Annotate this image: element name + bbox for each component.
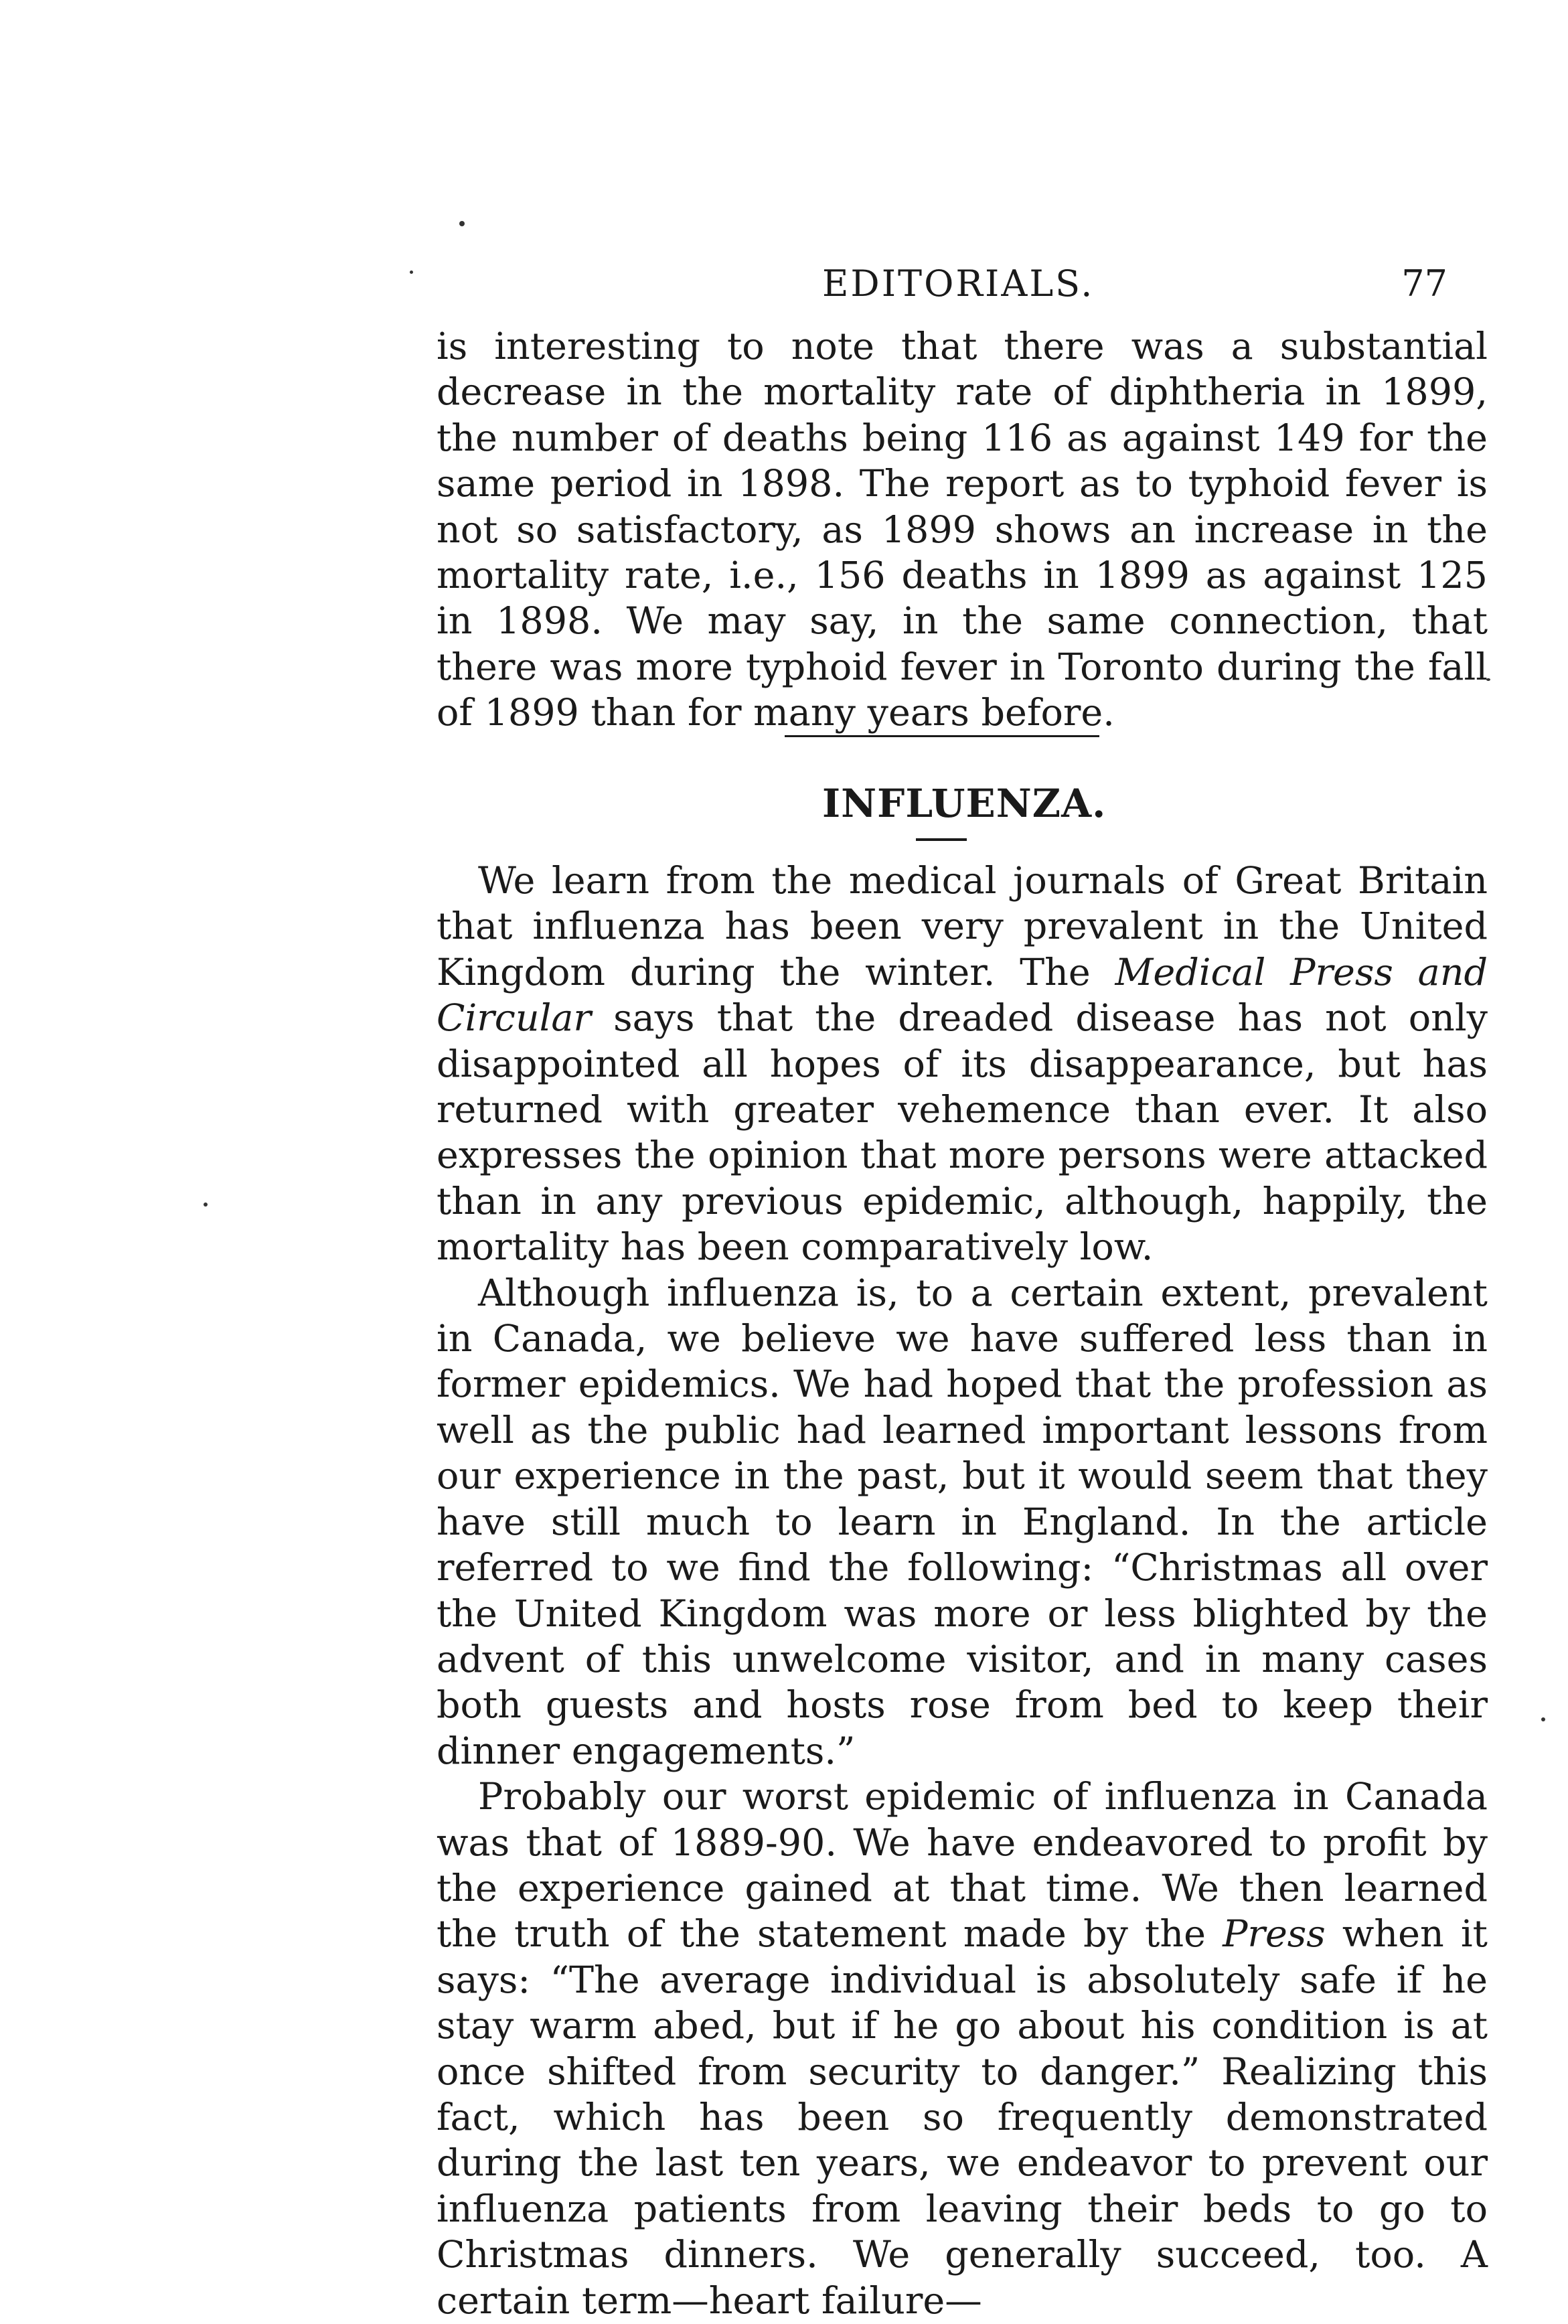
heading-underline (916, 838, 967, 841)
paragraph-1-text-b: says that the dreaded disease has not only disappointed all hopes of its disappearance, but has returned with greater vehemence than ever. It also expresses the opinion that more persons were attacked than in any previous epidemic, although, happily, the mortality has been comparatively low. (437, 996, 1488, 1269)
running-header (442, 262, 1447, 316)
page-number: 77 (1401, 262, 1447, 305)
paragraph-3-text-a: Probably our worst epidemic of influenza in Canada was that of 1889-90. We have endeavored to profit by the experience gained at that time. We then learned the truth of the statement made by the (437, 1775, 1488, 1956)
print-speck (410, 270, 413, 274)
paragraph-1 (437, 858, 1488, 1271)
running-title: EDITORIALS. (822, 262, 1095, 305)
intro-paragraph: is interesting to note that there was a substantial decrease in the mortality rate of diphtheria in 1899, the number of deaths being 116 as against 149 for the same period in 1898. The report as to typhoid fever is not so satisfactory, as 1899 shows an increase in the mortality rate, i.e., 156 deaths in 1899 as against 125 in 1898. We may say, in the same connection, that there was more typhoid fever in Toronto during the fall of 1899 than for many years before. (437, 325, 1488, 735)
print-speck (1541, 1717, 1545, 1721)
section-heading: INFLUENZA. (822, 781, 1107, 826)
paragraph-3-text-b: when it says: “The average individual is absolutely safe if he stay warm abed, but if he go about his condition is at once shifted from security to danger.” Realizing this fact, which has been so frequently demonstrated during the last ten years, we endeavor to prevent our influenza patients from leaving their beds to go to Christmas dinners. We generally succeed, too. A certain term—heart failure— (437, 1912, 1488, 2323)
journal-name: Medical Press and Circular (437, 950, 1488, 1040)
press-name: Press (1223, 1912, 1326, 1956)
print-speck (459, 221, 465, 226)
section-divider (785, 735, 1099, 737)
paragraph-1-text-a: We learn from the medical journals of Great Britain that influenza has been very prevalent in the United Kingdom during the winter. The (437, 859, 1488, 994)
intro-text-block (437, 324, 1488, 737)
print-speck (204, 1203, 208, 1207)
section-body (437, 858, 1488, 2324)
paragraph-3 (437, 1774, 1488, 2324)
paragraph-2: Although influenza is, to a certain extent, prevalent in Canada, we believe we have suffered less than in former epidemics. We had hoped that the profession as well as the public had learned important lessons from our experience in the past, but it would seem that they have still much to learn in England. In the article referred to we find the following: “Christmas all over the United Kingdom was more or less blighted by the advent of this unwelcome visitor, and in many cases both guests and hosts rose from bed to keep their dinner engagements.” (437, 1271, 1488, 1773)
